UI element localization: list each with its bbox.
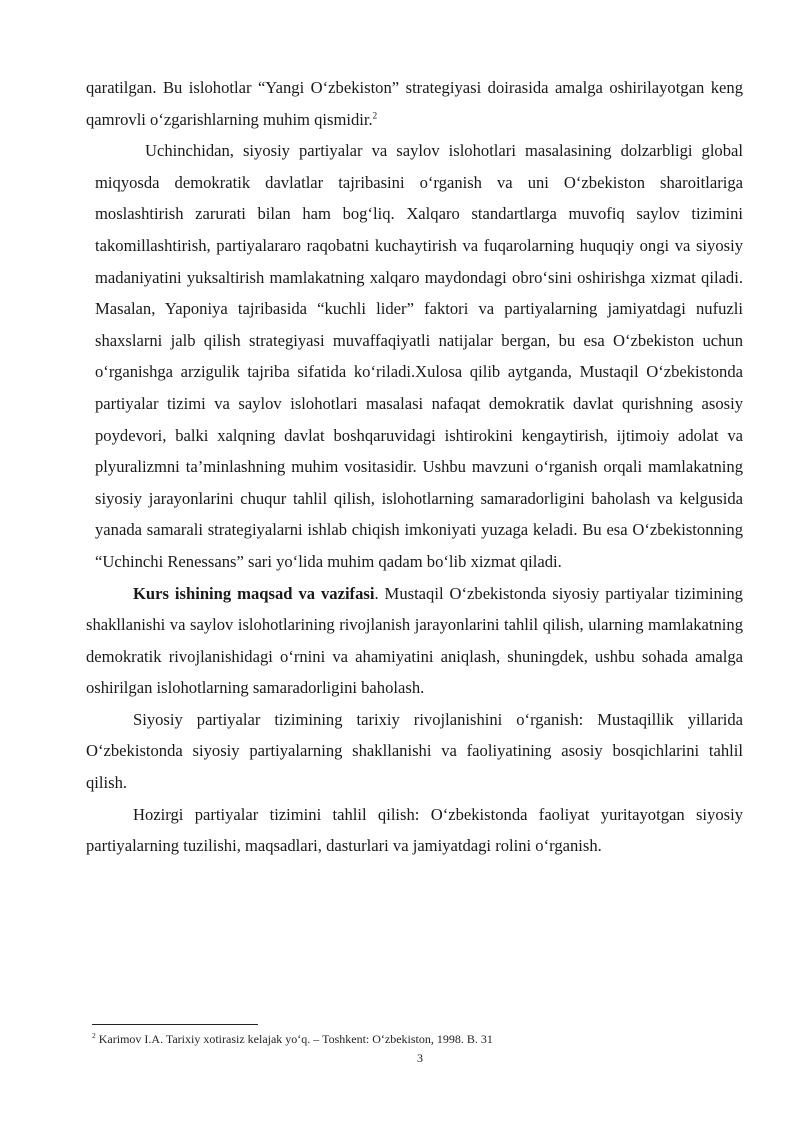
indented-block xyxy=(86,135,743,577)
page-number: 3 xyxy=(417,1051,423,1065)
body-text xyxy=(86,72,743,862)
footnote xyxy=(92,1032,493,1046)
footnote-divider xyxy=(92,1024,258,1025)
paragraph-goal xyxy=(86,578,743,704)
footnote-text: Karimov I.A. Tarixiy xotirasiz kelajak yo‘q. – Toshkent: O‘zbekiston, 1998. B. 31 xyxy=(95,1032,493,1046)
paragraph-current: Hozirgi partiyalar tizimini tahlil qilish: O‘zbekistonda faoliyat yuritayotgan siyosiy partiyalarning tuzilishi, maqsadlari, dasturlari va jamiyatdagi rolini o‘rganish. xyxy=(86,804,743,856)
paragraph-continuation-text: qaratilgan. Bu islohotlar “Yangi O‘zbekiston” strategiyasi doirasida amalga oshirilayotgan keng qamrovli o‘zgarishlarning muhim qismidir. xyxy=(86,78,743,129)
paragraph-third: Uchinchidan, siyosiy partiyalar va saylov islohotlari masalasining dolzarbligi global miqyosda demokratik davlatlar tajribasini o‘rganish va uni O‘zbekiston sharoitlariga moslashtirish zarurati bilan ham bog‘liq. Xalqaro standartlarga muvofiq saylov tizimini takomillashtirish, partiyalararo raqobatni kuchaytirish va fuqarolarning huquqiy ongi va siyosiy madaniyatini yuksaltirish mamlakatning xalqaro maydondagi obro‘sini oshirishga xizmat qiladi. Masalan, Yaponiya tajribasida “kuchli lider” faktori va partiyalarning jamiyatdagi nufuzli shaxslarni jalb qilish strategiyasi muvaffaqiyatli natijalar bergan, bu esa O‘zbekiston uchun o‘rganishga arzigulik tajriba sifatida ko‘riladi.Xulosa qilib aytganda, Mustaqil O‘zbekistonda partiyalar tizimi va saylov islohotlari masalasi nafaqat demokratik davlat qurishning asosiy poydevori, balki xalqning davlat boshqaruvidagi ishtirokini kengaytirish, ijtimoiy adolat va plyuralizmni ta’minlashning muhim vositasidir. Ushbu mavzuni o‘rganish orqali mamlakatning siyosiy jarayonlarini chuqur tahlil qilish, islohotlarning samaradorligini baholash va kelgusida yanada samarali strategiyalarni ishlab chiqish imkoniyati yuzaga keladi. Bu esa O‘zbekistonning “Uchinchi Renessans” sari yo‘lida muhim qadam bo‘lib xizmat qiladi. xyxy=(95,141,743,571)
footnote-marker: 2 xyxy=(92,1031,96,1040)
paragraph-continuation xyxy=(86,72,743,135)
paragraph-goal-text: . Mustaqil O‘zbekistonda siyosiy partiyalar tizimining shakllanishi va saylov islohotlarining rivojlanish jarayonlarini tahlil qilish, ularning mamlakatning demokratik rivojlanishidagi o‘rnini va ahamiyatini aniqlash, shuningdek, ushbu sohada amalga oshirilgan islohotlarning samaradorligini baholash. xyxy=(86,583,743,698)
section-title: Kurs ishining maqsad va vazifasi xyxy=(133,583,375,603)
footnote-reference: 2 xyxy=(372,110,378,121)
paragraph-history: Siyosiy partiyalar tizimining tarixiy rivojlanishini o‘rganish: Mustaqillik yillarida O‘zbekistonda siyosiy partiyalarning shakllanishi va faoliyatining asosiy bosqichlarini tahlil qilish. xyxy=(86,709,743,793)
